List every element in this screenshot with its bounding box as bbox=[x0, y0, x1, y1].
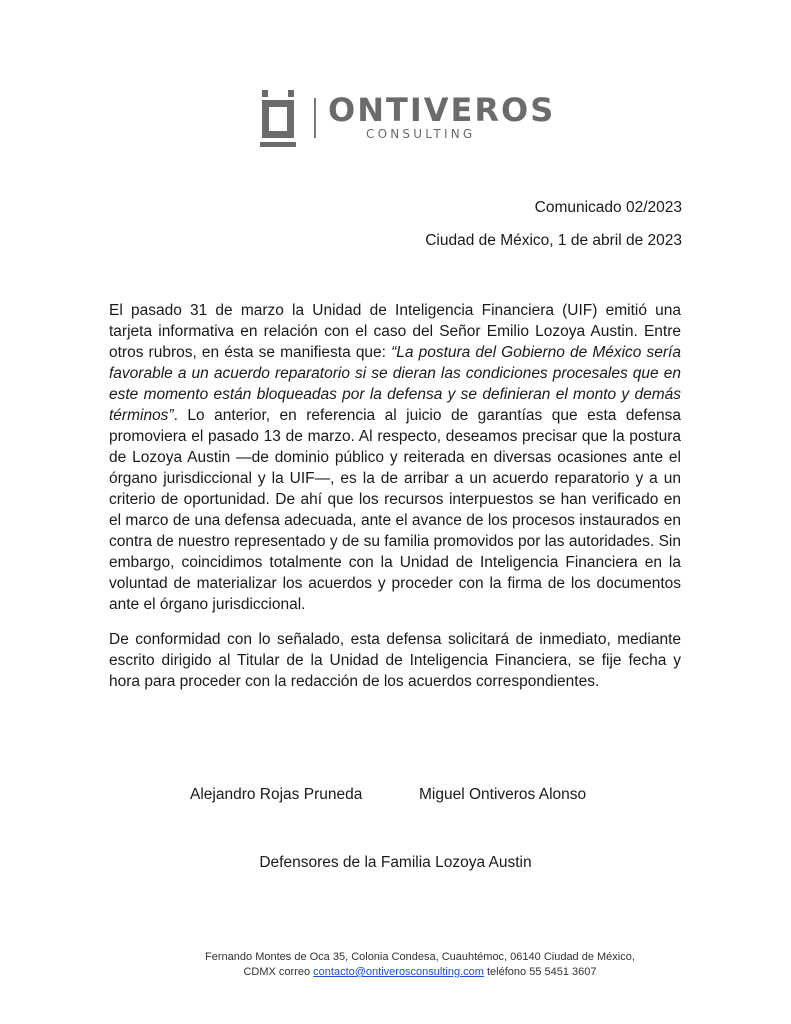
closing-line: Defensores de la Familia Lozoya Austin bbox=[259, 854, 532, 871]
paragraph-2: De conformidad con lo señalado, esta defensa solicitará de inmediato, mediante escrito dirigido al Titular de la Unidad de Inteligencia Financiera, se fije fecha y hora para proceder con la redacción de los acuerdos correspondientes. bbox=[109, 631, 681, 690]
logo-name: ONTIVEROS bbox=[328, 91, 556, 129]
footer-contact bbox=[110, 965, 730, 980]
paragraph-1-intro: El pasado 31 de marzo la Unidad de Inteligencia Financiera (UIF) emitió una tarjeta informativa en relación con el caso del Señor Emilio Lozoya Austin. Entre otros rubros, en ésta se manifiesta que: bbox=[109, 302, 681, 361]
quoted-statement: “La postura del Gobierno de México sería favorable a un acuerdo reparatorio si se dieran las condiciones procesales que en este momento están bloqueadas por la defensa y se definieran el monto y demás términos” bbox=[109, 344, 681, 424]
footer-phone: teléfono 55 5451 3607 bbox=[487, 966, 597, 978]
paragraph-1 bbox=[109, 300, 681, 615]
company-logo bbox=[260, 90, 560, 150]
body-text bbox=[109, 300, 681, 706]
logo-mark-icon bbox=[260, 90, 300, 148]
communique-number: Comunicado 02/2023 bbox=[534, 199, 682, 216]
place-date: Ciudad de México, 1 de abril de 2023 bbox=[425, 232, 682, 249]
logo-subtitle: CONSULTING bbox=[366, 127, 476, 141]
signer-name-1: Alejandro Rojas Pruneda bbox=[190, 786, 363, 803]
logo-divider bbox=[314, 98, 316, 138]
footer bbox=[110, 950, 730, 980]
email-link[interactable]: contacto@ontiverosconsulting.com bbox=[313, 966, 484, 978]
footer-city: CDMX correo bbox=[243, 966, 311, 978]
paragraph-1-rest: . Lo anterior, en referencia al juicio de garantías que esta defensa promoviera el pasado 13 de marzo. Al respecto, deseamos precisar que la postura de Lozoya Austin —de dominio público y reiterada en diversas ocasiones ante el órgano jurisdiccional y la UIF—, es la de arribar a un acuerdo reparatorio y a un criterio de oportunidad. De ahí que los recursos interpuestos se han verificado en el marco de una defensa adecuada, ante el avance de los procesos instaurados en contra de nuestro representado y de su familia promovidos por las autoridades. Sin embargo, coincidimos totalmente con la Unidad de Inteligencia Financiera en la voluntad de materializar los acuerdos y proceder con la firma de los documentos ante el órgano jurisdiccional. bbox=[109, 407, 681, 613]
signer-name-2: Miguel Ontiveros Alonso bbox=[419, 786, 587, 803]
footer-address: Fernando Montes de Oca 35, Colonia Condesa, Cuauhtémoc, 06140 Ciudad de México, bbox=[205, 951, 635, 963]
